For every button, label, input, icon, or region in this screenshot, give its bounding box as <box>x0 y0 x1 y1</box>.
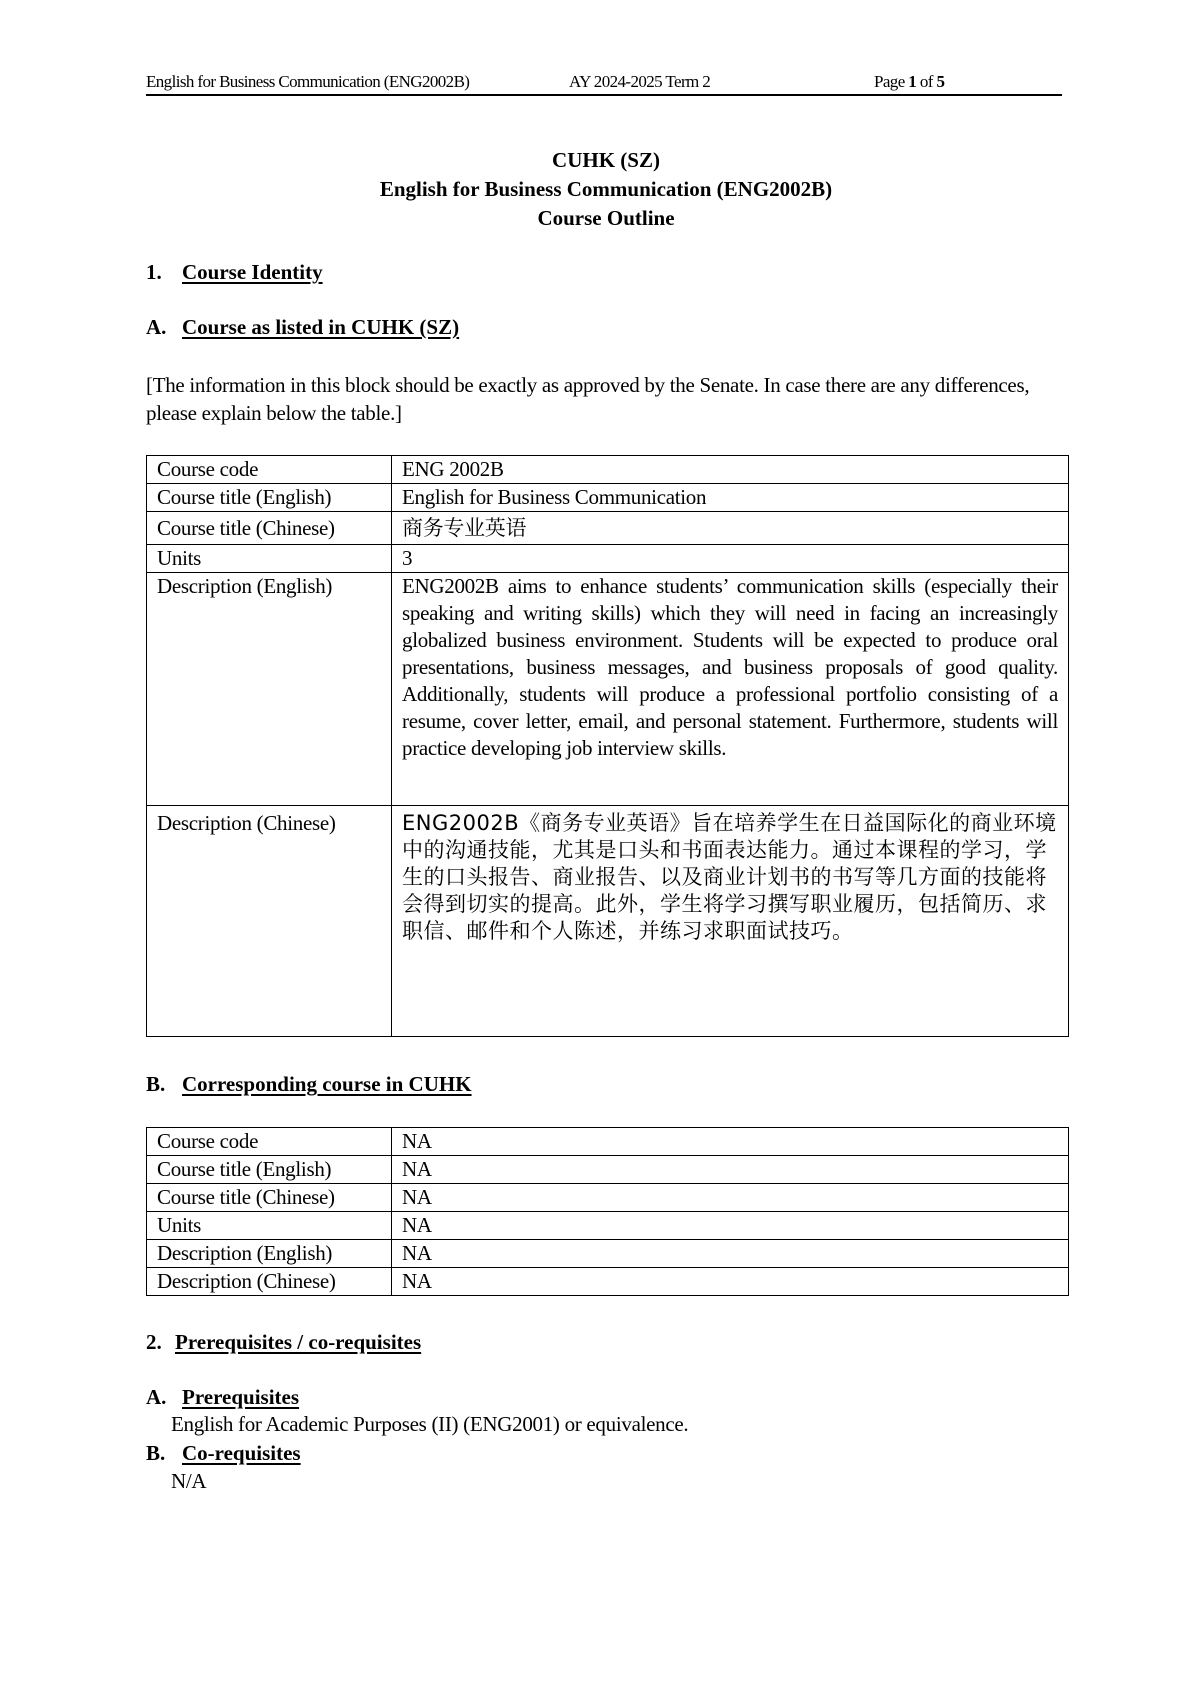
section-1b-heading: B. Corresponding course in CUHK <box>146 1072 472 1096</box>
title-line-3: Course Outline <box>537 206 675 230</box>
running-header <box>146 72 1062 96</box>
table-row: Course title (Chinese) 商务专业英语 <box>147 512 1069 545</box>
table-row: Units 3 <box>147 545 1069 573</box>
table-row: Course title (English) English for Business Communication <box>147 484 1069 512</box>
section-1-heading: 1. Course Identity <box>146 260 323 284</box>
course-table-cuhksz <box>146 455 1069 1037</box>
table-row: Course title (English) NA <box>147 1156 1069 1184</box>
title-line-1: CUHK (SZ) <box>552 148 660 172</box>
table-row: Description (English) NA <box>147 1240 1069 1268</box>
section-2a-heading: A. Prerequisites <box>146 1385 300 1409</box>
table-row: Units NA <box>147 1212 1069 1240</box>
table-row: Description (English) ENG2002B aims to enhance students’ communication skills (especially their speaking and writing skills) which they will need in facing an increasingly globalized business environment. Students will be expected to produce oral presentations, business messages, and business proposals of good quality. Additionally, students will produce a professional portfolio consisting of a resume, cover letter, email, and personal statement. Furthermore, students will practice developing job interview skills. <box>147 573 1069 806</box>
senate-note: [The information in this block should be exactly as approved by the Senate. In case there are any differences, please explain below the table.] <box>146 373 1030 425</box>
table-row: Course code ENG 2002B <box>147 456 1069 484</box>
corequisites-text: N/A <box>171 1469 207 1493</box>
table-row: Description (Chinese) ENG2002B《商务专业英语》旨在培养学生在日益国际化的商业环境中的沟通技能，尤其是口头和书面表达能力。通过本课程的学习，学生的口头报告、商业报告、以及商业计划书的书写等几方面的技能将会得到切实的提高。此外，学生将学习撰写职业履历，包括简历、求职信、邮件和个人陈述，并练习求职面试技巧。 <box>147 806 1069 1037</box>
header-term: AY 2024-2025 Term 2 <box>569 72 711 91</box>
document-title <box>146 146 1066 233</box>
header-course: English for Business Communication (ENG2002B) <box>146 72 470 91</box>
table-row: Course code NA <box>147 1128 1069 1156</box>
course-table-cuhk <box>146 1127 1069 1296</box>
table-row: Course title (Chinese) NA <box>147 1184 1069 1212</box>
section-2-heading: 2. Prerequisites / co-requisites <box>146 1330 422 1354</box>
table-row: Description (Chinese) NA <box>147 1268 1069 1296</box>
header-page-number: Page 1 of 5 <box>874 72 945 91</box>
prerequisites-text: English for Academic Purposes (II) (ENG2001) or equivalence. <box>171 1412 689 1436</box>
section-2b-heading: B. Co-requisites <box>146 1441 301 1465</box>
title-line-2: English for Business Communication (ENG2002B) <box>379 177 833 201</box>
section-1a-heading: A. Course as listed in CUHK (SZ) <box>146 315 460 339</box>
